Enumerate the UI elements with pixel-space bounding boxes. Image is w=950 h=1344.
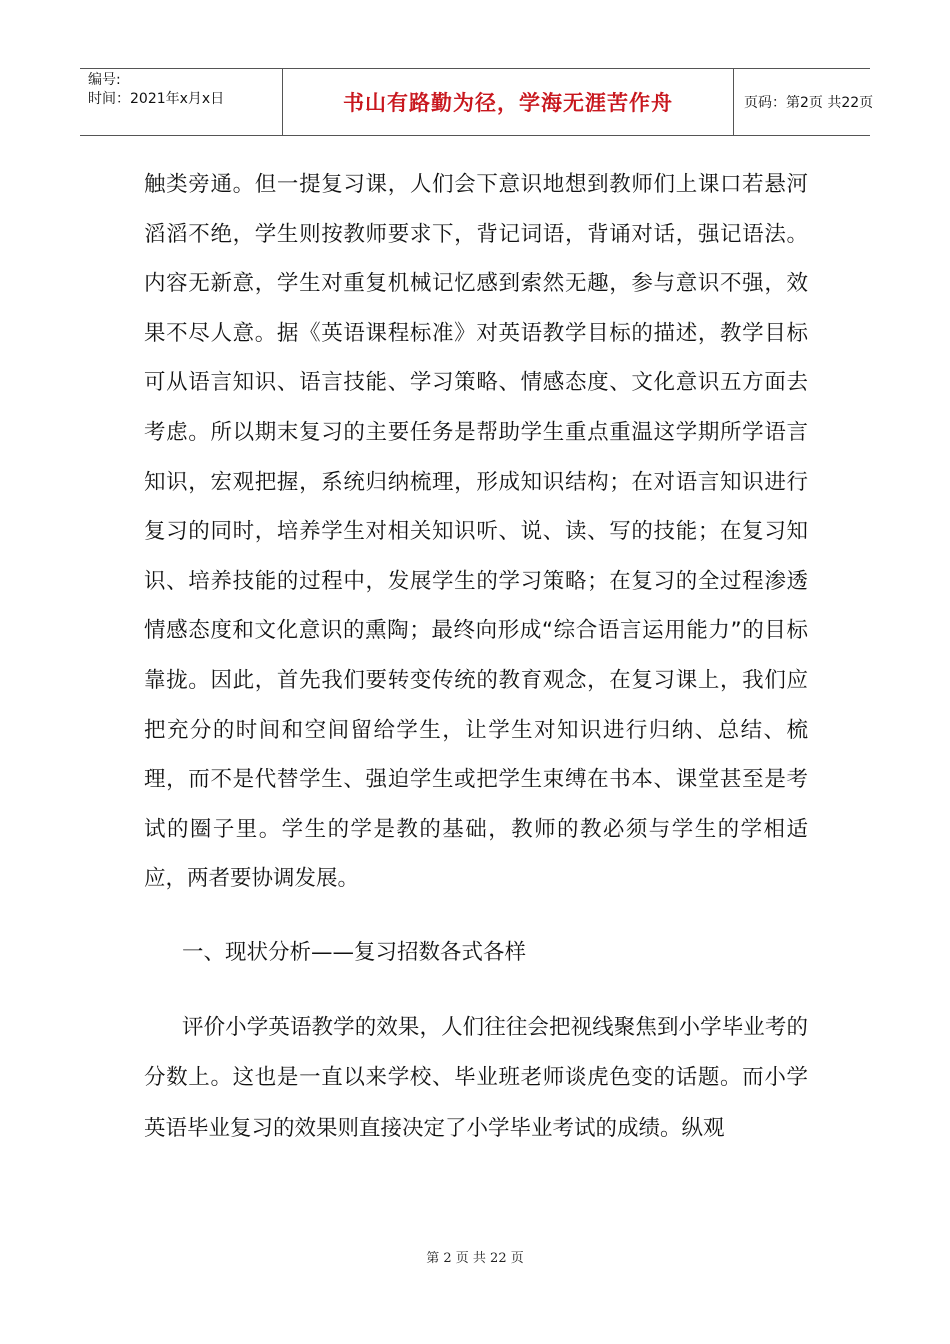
page-header [80, 68, 874, 136]
header-meta [80, 69, 282, 135]
body-paragraph: 评价小学英语教学的效果，人们往往会把视线聚焦到小学毕业考的分数上。这也是一直以来学校、毕业班老师谈虎色变的话题。而小学英语毕业复习的效果则直接决定了小学毕业考试的成绩。纵观 [144, 1015, 808, 1141]
header-page-info: 页码：第2页 共22页 [744, 95, 874, 111]
body-paragraph: 触类旁通。但一提复习课，人们会下意识地想到教师们上课口若悬河滔滔不绝，学生则按教师要求下，背记词语，背诵对话，强记语法。内容无新意，学生对重复机械记忆感到索然无趣，参与意识不强，效果不尽人意。据《英语课程标准》对英语教学目标的描述，教学目标可从语言知识、语言技能、学习策略、情感态度、文化意识五方面去考虑。所以期末复习的主要任务是帮助学生重点重温这学期所学语言知识，宏观把握，系统归纳梳理，形成知识结构；在对语言知识进行复习的同时，培养学生对相关知识听、说、读、写的技能；在复习知识、培养技能的过程中，发展学生的学习策略；在复习的全过程渗透情感态度和文化意识的熏陶；最终向形成“综合语言运用能力”的目标靠拢。因此，首先我们要转变传统的教育观念，在复习课上，我们应把充分的时间和空间留给学生，让学生对知识进行归纳、总结、梳理，而不是代替学生、强迫学生或把学生束缚在书本、课堂甚至是考试的圈子里。学生的学是教的基础，教师的教必须与学生的学相适应，两者要协调发展。 [144, 172, 808, 892]
document-body [144, 160, 808, 904]
document-body-continued [144, 1003, 808, 1154]
document-number-label: 编号: [88, 72, 121, 88]
document-date: 时间：2021年x月x日 [88, 91, 225, 107]
header-motto: 书山有路勤为径，学海无涯苦作舟 [282, 69, 734, 135]
page-footer: 第 2 页 共 22 页 [426, 1251, 524, 1266]
section-heading: 一、现状分析——复习招数各式各样 [182, 940, 527, 965]
